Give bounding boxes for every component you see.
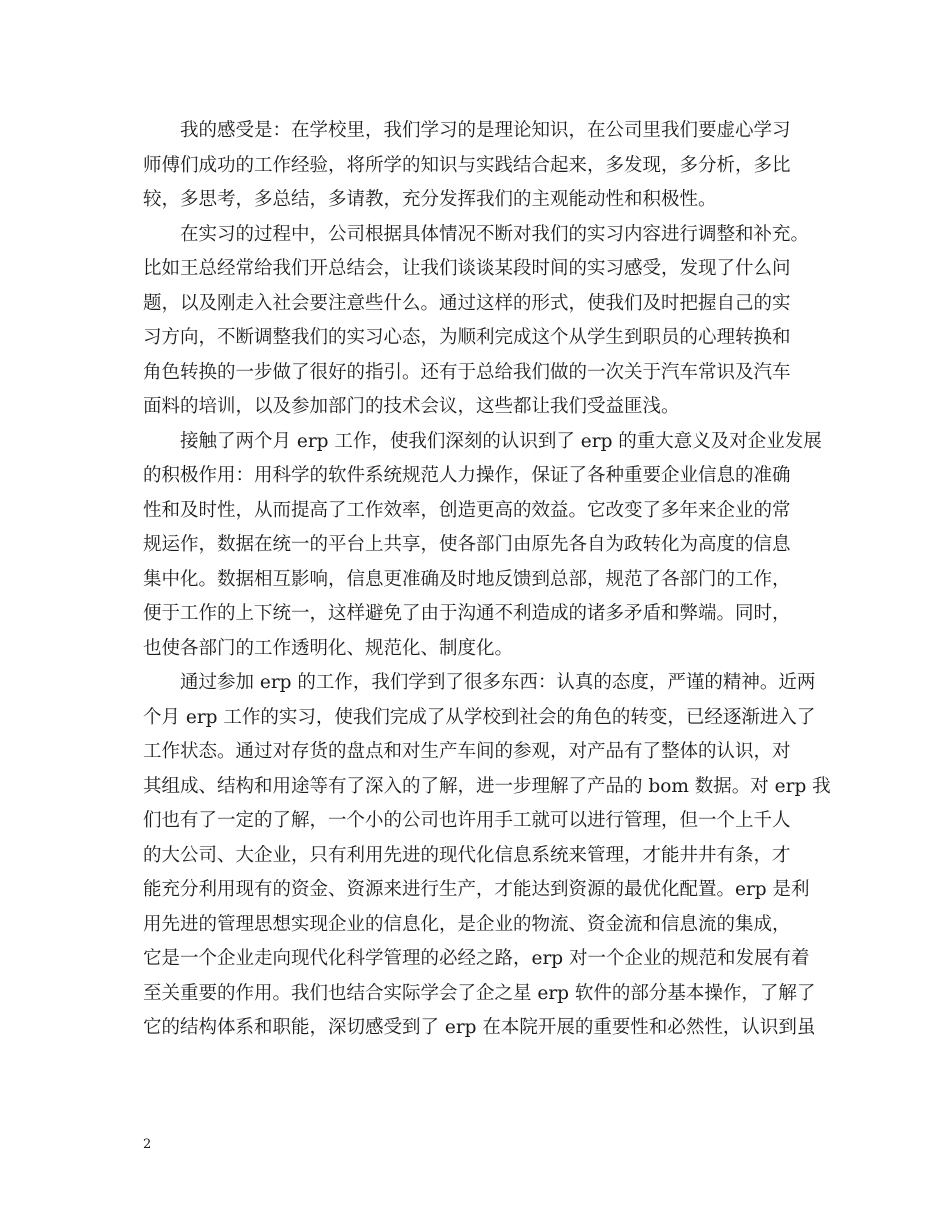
text-line: 们也有了一定的了解，一个小的公司也许用手工就可以进行管理，但一个上千人 [143, 810, 791, 831]
text-line: 工作状态。通过对存货的盘点和对生产车间的参观，对产品有了整体的认识，对 [143, 741, 791, 762]
text-line: 集中化。数据相互影响，信息更准确及时地反馈到总部，规范了各部门的工作， [143, 568, 791, 590]
text-line: 用先进的管理思想实现企业的信息化，是企业的物流、资金流和信息流的集成， [143, 913, 791, 935]
text-line: 至关重要的作用。我们也结合实际学会了企之星 erp 软件的部分基本操作，了解了 [143, 982, 816, 1004]
text-line: 便于工作的上下统一，这样避免了由于沟通不利造成的诸多矛盾和弊端。同时， [143, 603, 791, 624]
text-line: 比如王总经常给我们开总结会，让我们谈谈某段时间的实习感受，发现了什么问 [143, 258, 791, 279]
text-line: 个月 erp 工作的实习，使我们完成了从学校到社会的角色的转变，已经逐渐进入了 [143, 706, 816, 728]
text-line: 的积极作用：用科学的软件系统规范人力操作，保证了各种重要企业信息的准确 [143, 465, 791, 486]
text-line: 也使各部门的工作透明化、规范化、制度化。 [143, 637, 514, 659]
text-line: 的大公司、大企业，只有利用先进的现代化信息系统来管理，才能井井有条，才 [143, 844, 791, 866]
text-line: 其组成、结构和用途等有了深入的了解，进一步理解了产品的 bom 数据。对 erp 我 [143, 775, 831, 797]
text-line: 它的结构体系和职能，深切感受到了 erp 在本院开展的重要性和必然性，认识到虽 [143, 1017, 816, 1038]
text-line: 角色转换的一步做了很好的指引。还有于总给我们做的一次关于汽车常识及汽车 [143, 361, 791, 383]
text-line: 它是一个企业走向现代化科学管理的必经之路，erp 对一个企业的规范和发展有着 [143, 948, 810, 969]
text-line: 在实习的过程中，公司根据具体情况不断对我们的实习内容进行调整和补充。 [180, 223, 810, 245]
text-line: 题，以及刚走入社会要注意些什么。通过这样的形式，使我们及时把握自己的实 [143, 292, 791, 314]
text-line: 能充分利用现有的资金、资源来进行生产，才能达到资源的最优化配置。erp 是利 [143, 879, 810, 900]
text-line: 通过参加 erp 的工作，我们学到了很多东西：认真的态度，严谨的精神。近两 [180, 672, 816, 693]
text-line: 规运作，数据在统一的平台上共享，使各部门由原先各自为政转化为高度的信息 [143, 534, 791, 555]
text-line: 面料的培训，以及参加部门的技术会议，这些都让我们受益匪浅。 [143, 396, 680, 417]
text-line: 习方向，不断调整我们的实习心态，为顺利完成这个从学生到职员的心理转换和 [143, 327, 791, 348]
text-line: 我的感受是：在学校里，我们学习的是理论知识，在公司里我们要虚心学习 [180, 120, 791, 141]
text-line: 较，多思考，多总结，多请教，充分发挥我们的主观能动性和积极性。 [143, 189, 717, 210]
body-text [143, 114, 831, 1046]
page-number: 2 [143, 1137, 152, 1152]
text-line: 师傅们成功的工作经验，将所学的知识与实践结合起来，多发现，多分析，多比 [143, 154, 791, 176]
text-line: 接触了两个月 erp 工作，使我们深刻的认识到了 erp 的重大意义及对企业发展 [180, 430, 822, 452]
text-line: 性和及时性，从而提高了工作效率，创造更高的效益。它改变了多年来企业的常 [143, 499, 791, 521]
